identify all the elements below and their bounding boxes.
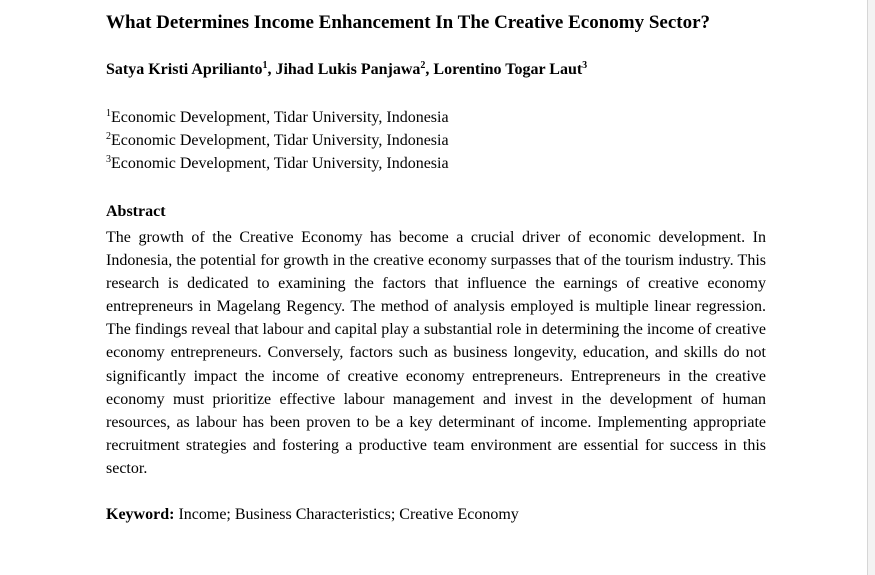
affiliation-line	[106, 109, 449, 127]
affiliation-text: Economic Development, Tidar University, Indonesia	[111, 155, 449, 172]
affiliation-line	[106, 155, 449, 173]
affiliation-text: Economic Development, Tidar University, Indonesia	[111, 132, 449, 149]
author-name: Lorentino Togar Laut	[433, 61, 583, 78]
paper-title: What Determines Income Enhancement In The Creative Economy Sector?	[106, 12, 711, 33]
keyword-label: Keyword:	[106, 506, 175, 523]
author-separator: ,	[267, 61, 276, 78]
keyword-line	[106, 506, 519, 524]
keyword-text: Income; Business Characteristics; Creative Economy	[174, 506, 519, 523]
author-list	[106, 61, 587, 79]
affiliation-mark: 3	[106, 154, 111, 165]
abstract-body: The growth of the Creative Economy has become a crucial driver of economic development. In Indonesia, the potential for growth in the creative economy surpasses that of the tourism industry. This research is dedicated to examining the factors that influence the earnings of creative economy entrepreneurs in Magelang Regency. The method of analysis employed is multiple linear regression. The findings reveal that labour and capital play a substantial role in determining the income of creative economy entrepreneurs. Conversely, factors such as business longevity, education, and skills do not significantly impact the income of creative economy entrepreneurs. Entrepreneurs in the creative economy must prioritize effective labour management and invest in the development of human resources, as labour has been proven to be a key determinant of income. Implementing appropriate recruitment strategies and fostering a productive team environment are essential for success in this sector.	[106, 229, 766, 477]
affiliation-line	[106, 132, 449, 150]
author-separator: ,	[425, 61, 434, 78]
affiliation-mark: 2	[106, 131, 111, 142]
page-edge-divider	[867, 0, 875, 575]
author-affiliation-mark: 1	[262, 60, 268, 71]
author-name: Jihad Lukis Panjawa	[275, 61, 421, 78]
author-name: Satya Kristi Aprilianto	[106, 61, 263, 78]
affiliation-text: Economic Development, Tidar University, Indonesia	[111, 109, 449, 126]
abstract-heading: Abstract	[106, 203, 166, 220]
author-affiliation-mark: 2	[420, 60, 426, 71]
author-affiliation-mark: 3	[582, 60, 588, 71]
affiliation-mark: 1	[106, 108, 111, 119]
